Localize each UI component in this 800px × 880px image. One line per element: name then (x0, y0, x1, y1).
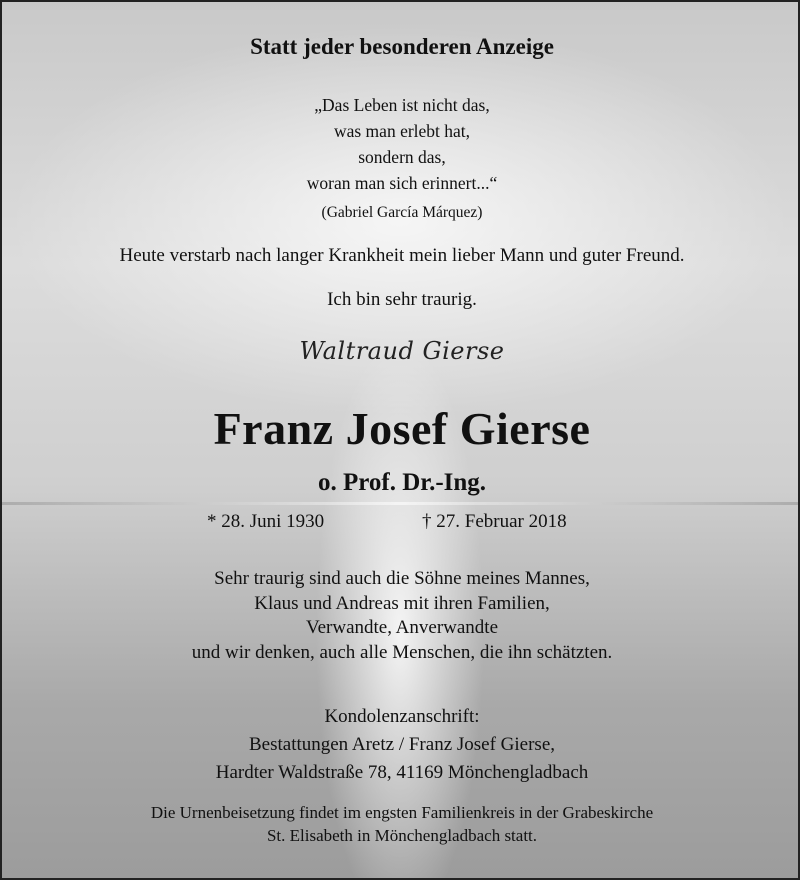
family-line: Sehr traurig sind auch die Söhne meines Mannes, (214, 568, 590, 589)
birth-date: * 28. Juni 1930 (207, 511, 325, 532)
quote (2, 92, 800, 196)
death-date: † 27. Februar 2018 (422, 511, 567, 532)
family-text (2, 567, 800, 665)
condolence-label: Kondolenzanschrift: (324, 706, 480, 727)
quote-line: woran man sich erinnert...“ (306, 173, 498, 193)
burial-info (2, 801, 800, 847)
deceased-name: Franz Josef Gierse (213, 403, 591, 454)
condolence-line: Hardter Waldstraße 78, 41169 Mönchengladbach (215, 762, 589, 783)
quote-line: was man erlebt hat, (333, 121, 471, 141)
burial-line: St. Elisabeth in Mönchengladbach statt. (266, 826, 538, 845)
family-line: Klaus und Andreas mit ihren Familien, (254, 592, 550, 614)
signature: Waltraud Gierse (299, 337, 505, 365)
intro-text: Heute verstarb nach langer Krankheit mein lieber Mann und guter Freund. (119, 245, 685, 266)
family-line: Verwandte, Anverwandte (305, 617, 499, 638)
quote-author: (Gabriel García Márquez) (321, 204, 483, 221)
sad-text: Ich bin sehr traurig. (327, 289, 477, 310)
quote-line: sondern das, (358, 147, 446, 167)
family-line: und wir denken, auch alle Menschen, die ihn schätzten. (191, 641, 613, 663)
condolence-address (2, 703, 800, 787)
condolence-line: Bestattungen Aretz / Franz Josef Gierse, (248, 734, 556, 755)
quote-line: „Das Leben ist nicht das, (314, 95, 490, 115)
notice-heading: Statt jeder besonderen Anzeige (250, 34, 554, 59)
background-horizon (2, 502, 798, 505)
deceased-title: o. Prof. Dr.-Ing. (317, 469, 487, 496)
burial-line: Die Urnenbeisetzung findet im engsten Familienkreis in der Grabeskirche (150, 803, 654, 822)
